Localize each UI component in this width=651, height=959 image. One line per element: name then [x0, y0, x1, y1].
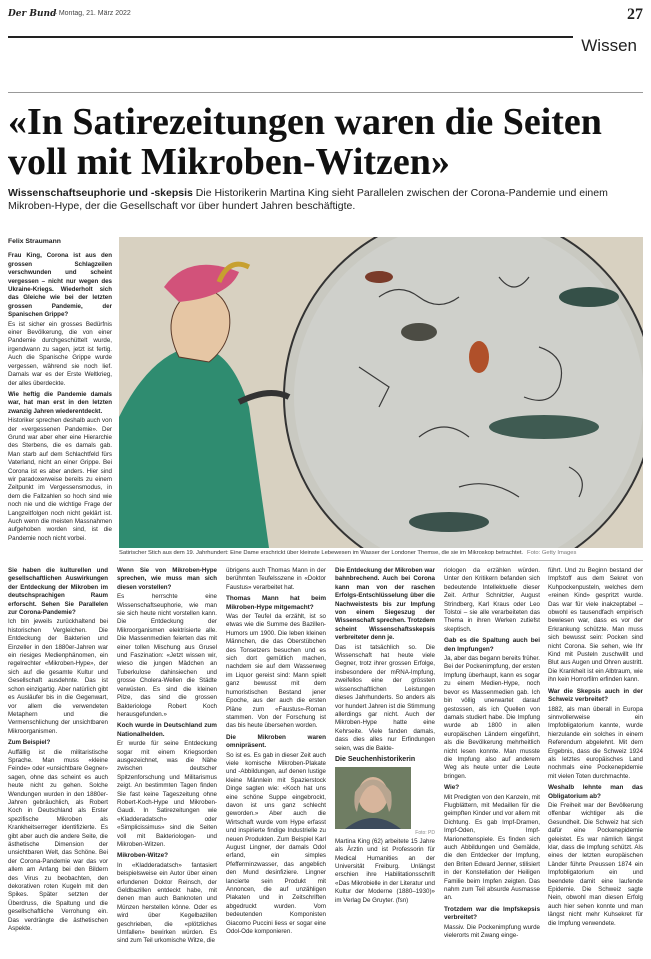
lead — [8, 187, 643, 213]
answer: Es ist sicher ein grosses Bedürfnis einer Bevölkerung, die von einer Pandemie durchgeschüttelt wurde, irgendwann zu sagen, jetzt ist fertig. Auch die Spanische Grippe wurde vergessen, während sie noch lief. Damals war es der Erste Weltkrieg, der alles überdeckte. — [8, 320, 112, 387]
answer: Massiv. Die Pockenimpfung wurde vielerorts mit Zwang einge- — [444, 923, 540, 940]
answer: Er wurde für seine Entdeckung sogar mit einem Kriegsorden ausgezeichnet, was die Nähe zwischen deutscher Spitzenforschung und Militarismus zeigt. An bestimmten Tagen finden Sie fast keine Tageszeitung ohne Robert-Koch-Hype und Mikroben-Gaudi. In Satirezeitungen wie «Kladderadatsch» oder «Simplicissimus» sind die Seiten voll mit Bakteriologen- und Mikroben-Witzen. — [117, 740, 217, 848]
question: Koch wurde in Deutschland zum Nationalhelden. — [117, 722, 217, 738]
answer: Ich bin jeweils zurückhaltend bei historischen Vergleichen. Die Entdeckung der Bakterien und Einzeller in den 1880er-Jahren war ein riesiges Medienphänomen, ein regelrechter «Mikroben-Hype», der sich auf die gesamte Kultur und Gesellschaft ausdehnte. Das ist schon einzigartig. Aber natürlich gibt es Ausläufer bis in die Gegenwart, vor allem die verwendeten Metaphern und die Vermenschlichung der unsichtbaren Mikroorganismen. — [8, 618, 108, 735]
page-number: 27 — [627, 6, 643, 23]
portrait-drawing — [335, 767, 411, 829]
question: Sie haben die kulturellen und gesellschaftlichen Auswirkungen der Entdeckung der Mikroben im deutschsprachigen Raum erforscht. Sehen Sie Parallelen zur Corona-Pandemie? — [8, 567, 108, 617]
question: Wie heftig die Pandemie damals war, hat man erst in den letzten zwanzig Jahren wiederentdeckt. — [8, 390, 112, 415]
question: Die Mikroben waren omnipräsent. — [226, 733, 326, 750]
answer: Historiker sprechen deshalb auch von der «vergessenen Pandemie». Der Grund war aber eher eine Hierarchie des Sterbens, die es damals gab. Man starb auf dem Schlachtfeld fürs Vaterland, nicht an einer Grippe. Bei Corona ist es aber anders. Hier sind wir paradoxerweise bereits zu einem Zeitpunkt im Vergessensmodus, in dem die Fallzahlen so hoch sind wie noch nie und die wichtige Frage der Langzeitfolgen noch nicht geklärt ist. Auch wenn die meisten Massnahmen aufgehoben worden sind, ist die Pandemie noch nicht vorbei. — [8, 417, 112, 542]
answer: Ja, aber das begann bereits früher. Bei der Pockenimpfung, der ersten Impfung überhaupt, kann es sogar zu einem Medien-Hype, noch bevor es Massenmedien gab. Ich bin völlig unerwartet darauf gestossen, als ich Quellen von damals studiert habe. Die Impfung wurde ab 1800 in allen europäischen Ländern eingeführt, als die Bevölkerung mehrheitlich nicht lesen konnte. Man musste die Impfung also auf anderem Weg als heute unter die Leute bringen. — [444, 655, 540, 780]
column-4 — [226, 567, 326, 939]
author-name: Felix Straumann — [8, 238, 61, 245]
section-label: Wissen — [573, 36, 643, 56]
photo-credit: Foto: Getty Images — [527, 550, 577, 556]
answer: 1882, als man überall in Europa sinnvollerweise ein Impfobligatorium kannte, wurde hierzulande ein solches in einem Referendum abgelehnt. Mit dem Ergebnis, dass die Schweiz 1924 als letztes europäisches Land nochmals eine Pockenepidemie mit vielen Toten durchmachte. — [548, 705, 643, 780]
inset-title: Die Seuchenhistorikerin — [335, 755, 416, 763]
column-5 — [335, 567, 435, 908]
answer: So ist es. Es gab in dieser Zeit auch viele komische Mikroben-Plakate und -Abbildungen, auf denen lustige kleine Männlein mit Spazierstock Dinge sagten wie: «Koch hat uns eine schöne Suppe eingebrockt, davon ist uns ganz schlecht geworden.» Aber auch die Wirtschaft wurde vom Hype erfasst und inspirierte findige Industrielle zu neuen Produkten. Zum Beispiel Karl August Lingner, der damals Odol erfand, ein simples Pfefferminzwasser, das angeblich den Mund desinfiziere. Lingner lancierte sein Produkt mit Annoncen, die auf unzähligen Plakaten und in Zeitschriften abgedruckt wurden. Vom bedeutenden Komponisten Giacomo Puccini liess er sogar eine Odol-Ode komponieren. — [226, 751, 326, 936]
answer: Es herrschte eine Wissenschaftseuphorie, wie man sie sich heute nicht vorstellen kann. Die Entdeckung der Mikroorganismen elektrisierte alle. Die Massenmedien feierten das mit einer tollen Mischung aus Grusel und Faszination: «Jetzt wissen wir, wieso die jungen Mädchen an Tuberkulose dahinsiechen und grosse Cholera-Wellen die Städte verwüsten. Es sind die kleinen Pilze, das sind die grossen Bakteriologe Robert Koch herausgefunden.» — [117, 593, 217, 718]
question: Weshalb lehnte man das Obligatorium ab? — [548, 784, 643, 800]
question: Wenn Sie von Mikroben-Hype sprechen, wie muss man sich diesen vorstellen? — [117, 567, 217, 591]
lead-text: Die Historikerin Martina King sieht Parallelen zwischen der Corona-Pandemie und einem Mikroben-Hype, der die Gesellschaft vor über hundert Jahren beschäftigte. — [8, 187, 608, 212]
page-header — [8, 6, 643, 32]
headline-rule — [8, 92, 643, 93]
column-7 — [548, 567, 643, 931]
answer: In «Kladderadatsch» fantasiert beispielsweise ein Autor über einen erfundenen Doktor Reinsch, der Geldbazillen entdeckt habe, mit denen man auch Banknoten und Münzen herstellen könne. Oder es wird über Kegelbazillen geschrieben, die «plötzliches Umfallen» bewirken würden. Es sind zum Teil urkomische Witze, die — [117, 861, 217, 945]
answer: riologen da erzählen würden. Unter den Kritikern befanden sich bedeutende Intellektuelle dieser Zeit. Arthur Schnitzler, August Strindberg, Karl Kraus oder Leo Tolstoi – sie alle verarbeiteten das Thema in ihren Werken zutiefst skeptisch. — [444, 567, 540, 633]
answer: Auffällig ist die militaristische Sprache. Man muss «kleine Feinde» oder «unsichtbare Gegner» sagen, ohne das scheint es auch heute nicht zu gehen. Solche Wendungen wurden in den 1880er-Jahren gebräuchlich, als Robert Koch in Deutschland als Erster spezifische Mikroben als Krankheitserreger identifizierte. Es gibt aber auch die andere Seite, die ästhetische Dimension der unsichtbaren Welt, das Schöne. Bei der Corona-Pandemie war das vor allem am Anfang bei den Bildern des Virus zu beobachten, den dekorativen roten Kugeln mit den Spikes. Später setzten der Überdruss, die Spaltung und die gesellschaftliche Verrohung ein. Das verdrängte die ästhetischen Aspekte. — [8, 748, 108, 933]
column-1 — [8, 238, 112, 546]
question: Thomas Mann hat beim Mikroben-Hype mitgemacht? — [226, 595, 326, 611]
question: Gab es die Spaltung auch bei den Impfungen? — [444, 637, 540, 653]
column-2 — [8, 567, 108, 936]
answer: Mit Predigten von den Kanzeln, mit Flugblättern, mit Medaillen für die geimpften Kinder und vor allem mit Dichtung. Es gab Impf-Dramen, Impf-Oden, Impf-Marionettenspiele. Es finden sich auch Abbildungen und Gemälde, die den Entdecker der Impfung, den Briten Edward Jenner, stilisiert in der Konstellation der Heiligen Familie beim Impfen zeigten. Das nahm zum Teil absurde Ausmasse an. — [444, 793, 540, 902]
answer: führt. Und zu Beginn bestand der Impfstoff aus dem Sekret von Kuhpockenpusteln, welches dem «reinen Kind» gespritzt wurde. Das war für viele inakzeptabel – obwohl es tausendfach empirisch bewiesen war, dass es vor der Erkrankung schützte. Man muss sich bewusst sein: Pocken sind nicht Corona. Sie sehen, wie Ihr Kind mit Pusteln zuschwillt und Blut aus Augen und Ohren austritt. Die Krankheit ist ein Albtraum, wie ihn kein Horrorfilm erfinden kann. — [548, 567, 643, 684]
engraving-drawing — [119, 237, 643, 548]
answer: übrigens auch Thomas Mann in der berühmten Teufelsszene in «Doktor Faustus» verarbeitet hat. — [226, 567, 326, 591]
header-rule — [8, 36, 643, 38]
portrait-credit: Foto: PD — [415, 830, 435, 837]
question: Mikroben-Witze? — [117, 852, 169, 860]
caption-text: Satirischer Stich aus dem 19. Jahrhundert: Eine Dame erschrickt über kleinste Lebewesen im Wasser der Londoner Themse, die sie im Mikroskop betrachtet. — [119, 550, 524, 556]
question: War die Skepsis auch in der Schweiz verbreitet? — [548, 687, 643, 704]
question: Zum Beispiel? — [8, 739, 51, 747]
image-caption — [119, 550, 643, 556]
answer: Das ist tatsächlich so. Die Wissenschaft hat heute viele Gegner, trotz ihrer grossen Erfolge, insbesondere der mRNA-Impfung, zweifellos eine der grössten wissenschaftlichen Leistungen dieses Jahrhunderts. So anders als vor hundert Jahren ist die Stimmung allerdings gar nicht. Auch der Mikroben-Hype hatte eine Kehrseite. Viele fanden damals, dass dies alles nur Erfindungen seien, was die Bakte- — [335, 643, 435, 752]
portrait-photo — [335, 767, 411, 829]
question: Frau King, Corona ist aus den grossen Schlagzeilen verschwunden und scheint vergessen – nicht nur wegen des Ukraine-Kriegs. Wiederholt sich das Gleiche wie bei der letzten grossen Pandemie, der Spanischen Grippe? — [8, 252, 112, 319]
answer: Die Freiheit war der Bevölkerung offenbar wichtiger als die Gesundheit. Die Schweiz hat sich dafür eine Pockenepidemie geleistet. Es war nämlich längst klar, dass die Impfung schützt. Als eines der letzten europäischen Länder führte Preussen 1874 ein Impfobligatorium ein und beendete damit eine laufende Epidemie. Die Schweiz sagte Nein, obwohl man diesen Erfolg auch hier sehen konnte und man längst nicht mehr Kuhsekret für die Impfung verwendete. — [548, 801, 643, 927]
question: Die Entdeckung der Mikroben war bahnbrechend. Auch bei Corona kann man von der raschen Erfolgs-Entschlüsselung über die Nachweistests bis zur Impfung von einem Siegeszug der Wissenschaft sprechen. Trotzdem scheint Wissenschaftsskepsis verbreiteter denn je. — [335, 567, 436, 642]
column-6 — [444, 567, 540, 943]
satire-illustration — [119, 237, 643, 548]
question: Wie? — [444, 784, 460, 792]
newspaper-logo: Der Bund — [8, 9, 57, 19]
answer: Was der Teufel da erzählt, ist so etwas wie die Summe des Bazillen-Humors um 1900. Die leben kleinen Männchen, die das Oberstübchen des Tonsetzers besuchen und es sich dort gemütlich machen, nachdem sie auf dem Wasserweg im Liquor gereist sind: Mann spielt ganz bewusst mit dem humoristischen Bestand jener Epoche, aus der auch die ersten Pläne zum «Faustus»-Roman stammen. Von der Forschung ist das bis heute übersehen worden. — [226, 613, 326, 730]
column-3 — [117, 567, 217, 949]
issue-date: – Montag, 21. März 2022 — [53, 10, 131, 17]
image-rule — [119, 560, 643, 561]
author-bio: Martina King (62) arbeitete 15 Jahre als Ärztin und ist Professorin für Medical Humanities an der Universität Freiburg. Unlängst erschien ihre Habilitationsschrift «Das Mikrobielle in der Literatur und Kultur der Moderne (1880–1930)» im Verlag De Gruyter. (fsn) — [335, 837, 435, 904]
headline: «In Satirezeitungen waren die Seiten voll mit Mikroben-Witzen» — [8, 101, 602, 183]
lead-kicker: Wissenschaftseuphorie und -skepsis — [8, 187, 193, 199]
question: Trotzdem war die Impfskepsis verbreitet? — [444, 905, 540, 922]
